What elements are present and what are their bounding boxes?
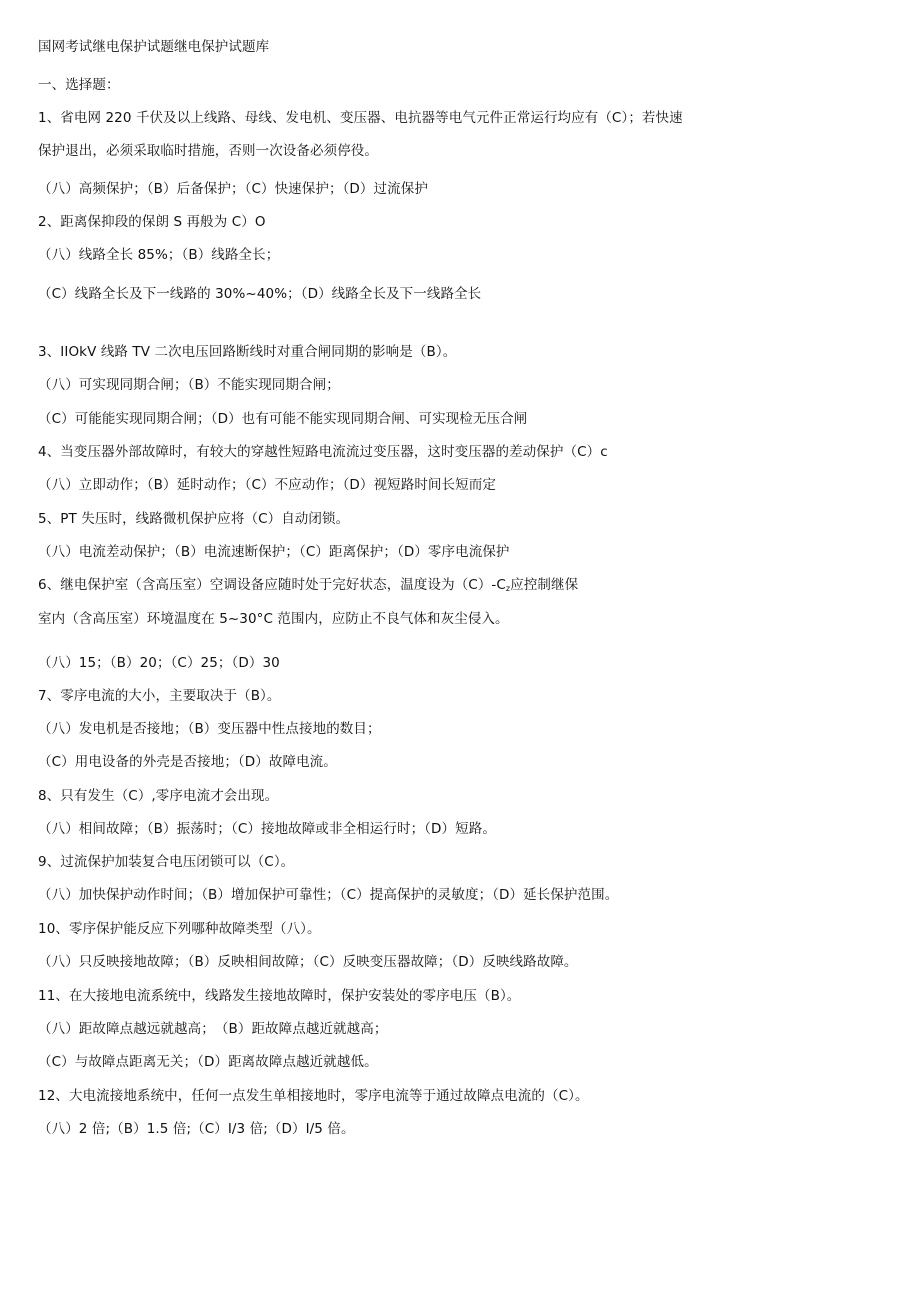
question-3-options-1: （八）可实现同期合闸；（B）不能实现同期合闸； xyxy=(38,377,340,393)
question-7-options-2: （C）用电设备的外壳是否接地；（D）故障电流。 xyxy=(38,754,337,770)
question-5-options: （八）电流差动保护；（B）电流速断保护；（C）距离保护；（D）零序电流保护 xyxy=(38,544,510,560)
question-10-options: （八）只反映接地故障；（B）反映相间故障；（C）反映变压器故障；（D）反映线路故障。 xyxy=(38,954,578,970)
question-8-options: （八）相间故障；（B）振荡时；（C）接地故障或非全相运行时；（D）短路。 xyxy=(38,821,496,837)
question-12: 12、大电流接地系统中，任何一点发生单相接地时，零序电流等于通过故障点电流的（C）。 xyxy=(38,1088,589,1104)
question-3: 3、IIOkV 线路 TV 二次电压回路断线时对重合闸同期的影响是（B）。 xyxy=(38,344,457,360)
question-1-line-2: 保护退出，必须采取临时措施，否则一次设备必须停役。 xyxy=(38,143,378,159)
question-1-options: （八）高频保护；（B）后备保护；（C）快速保护；（D）过流保护 xyxy=(38,181,428,197)
question-11-options-1: （八）距故障点越远就越高； （B）距故障点越近就越高； xyxy=(38,1021,388,1037)
question-6-text: 6、继电保护室（含高压室）空调设备应随时处于完好状态，温度设为（C）-C xyxy=(38,577,506,593)
section-heading: 一、选择题： xyxy=(38,77,120,93)
question-2-options-2: （C）线路全长及下一线路的 30%~40%；（D）线路全长及下一线路全长 xyxy=(38,286,482,302)
question-6-line-1 xyxy=(38,576,578,598)
question-2-options-1: （八）线路全长 85%；（B）线路全长； xyxy=(38,247,280,263)
question-12-options: （八）2 倍;（B）1.5 倍;（C）I/3 倍;（D）I/5 倍。 xyxy=(38,1121,355,1137)
question-5: 5、PT 失压时，线路微机保护应将（C）自动闭锁。 xyxy=(38,511,350,527)
question-6-line-2: 室内（含高压室）环境温度在 5~30°C 范围内，应防止不良气体和灰尘侵入。 xyxy=(38,611,509,627)
question-6-options: （八）15；（B）20；（C）25；（D）30 xyxy=(38,655,280,671)
question-3-options-2: （C）可能能实现同期合闸；（D）也有可能不能实现同期合闸、可实现检无压合闸 xyxy=(38,411,528,427)
question-6-subscript: z xyxy=(505,584,511,593)
question-7-options-1: （八）发电机是否接地；（B）变压器中性点接地的数目； xyxy=(38,721,381,737)
document-title: 国网考试继电保护试题继电保护试题库 xyxy=(38,39,270,55)
question-4: 4、当变压器外部故障时，有较大的穿越性短路电流流过变压器，这时变压器的差动保护（C）c xyxy=(38,444,608,460)
question-7: 7、零序电流的大小，主要取决于（B）。 xyxy=(38,688,281,704)
question-8: 8、只有发生（C）,零序电流才会出现。 xyxy=(38,788,279,804)
question-4-options: （八）立即动作；（B）延时动作；（C）不应动作；（D）视短路时间长短而定 xyxy=(38,477,496,493)
question-6-tail: 应控制继保 xyxy=(510,577,579,593)
question-1-line-1: 1、省电网 220 千伏及以上线路、母线、发电机、变压器、电抗器等电气元件正常运行均应有（C）；若快速 xyxy=(38,110,683,126)
question-11: 11、在大接地电流系统中，线路发生接地故障时，保护安装处的零序电压（B）。 xyxy=(38,988,521,1004)
question-9-options: （八）加快保护动作时间；（B）增加保护可靠性；（C）提高保护的灵敏度；（D）延长保护范围。 xyxy=(38,887,619,903)
question-9: 9、过流保护加装复合电压闭锁可以（C）。 xyxy=(38,854,295,870)
question-10: 10、零序保护能反应下列哪种故障类型（八）。 xyxy=(38,921,321,937)
question-11-options-2: （C）与故障点距离无关；（D）距离故障点越近就越低。 xyxy=(38,1054,378,1070)
question-2: 2、距离保抑段的保朗 S 再般为 C）O xyxy=(38,214,266,230)
